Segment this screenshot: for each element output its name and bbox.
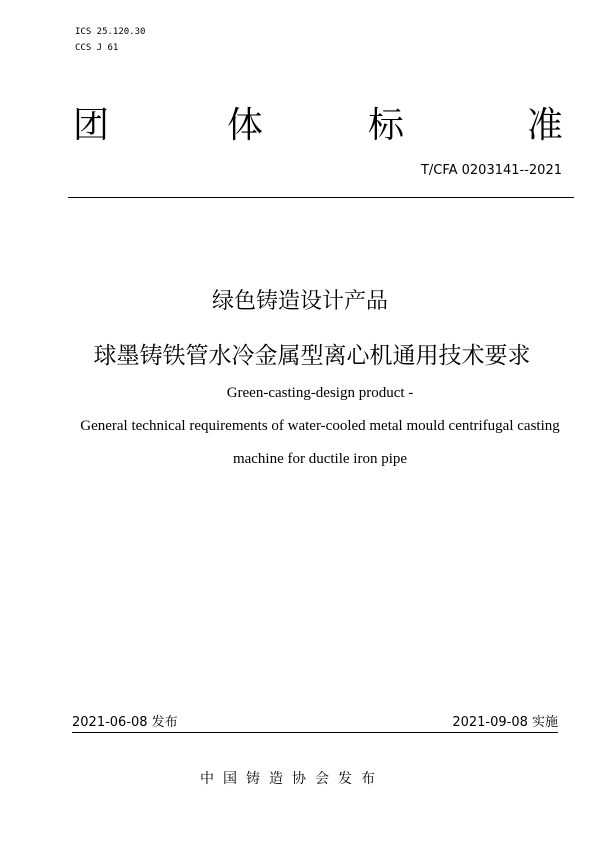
title-en-line1: Green-casting-design product -: [226, 385, 414, 401]
title-en-line3: machine for ductile iron pipe: [232, 451, 408, 467]
category-char-4: 准: [527, 105, 564, 146]
category-char-2: 体: [227, 105, 264, 146]
title-en-line2: General technical requirements of water-cooled metal mould centrifugal casting: [80, 418, 560, 434]
ics-code: ICS 25.120.30: [75, 27, 146, 37]
standard-code: T/CFA 0203141--2021: [420, 163, 562, 178]
header-divider: [68, 197, 574, 198]
category-char-1: 团: [73, 105, 110, 146]
publisher: 中国铸造协会发布: [200, 771, 384, 787]
title-cn-line1: 绿色铸造设计产品: [211, 289, 388, 314]
implement-date: 2021-09-08 实施: [452, 715, 558, 730]
category-char-3: 标: [368, 105, 405, 146]
ccs-code: CCS J 61: [75, 43, 119, 53]
title-cn-line2: 球墨铸铁管水冷金属型离心机通用技术要求: [93, 343, 531, 369]
footer-divider: [72, 732, 558, 733]
publish-date: 2021-06-08 发布: [72, 715, 178, 730]
